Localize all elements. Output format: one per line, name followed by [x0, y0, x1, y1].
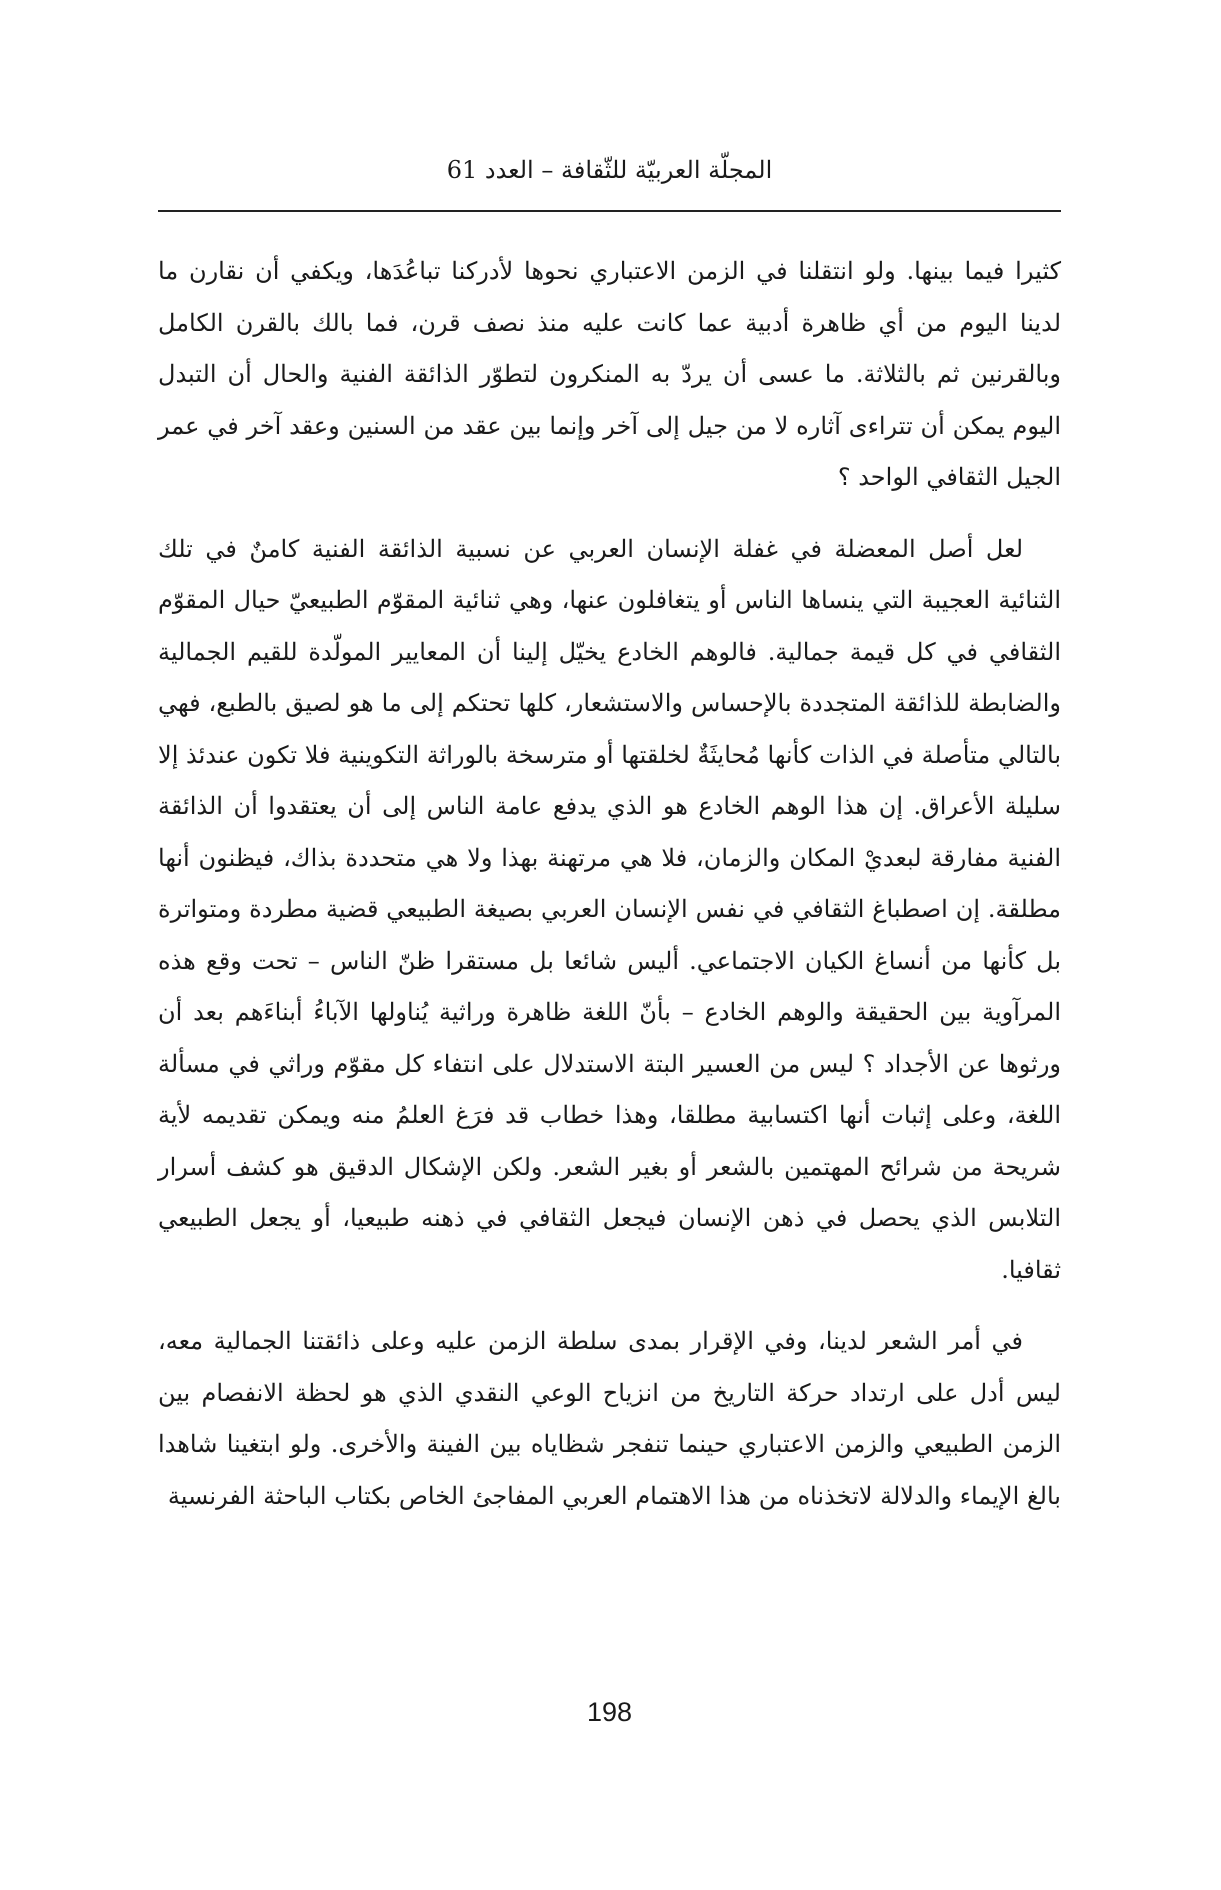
paragraph-1: كثيرا فيما بينها. ولو انتقلنا في الزمن الاعتباري نحوها لأدركنا تباعُدَها، ويكفي أن نقارن ما لدينا اليوم من أي ظاهرة أدبية عما كانت عليه منذ نصف قرن، فما بالك بالقرن الكامل وبالقرنين ثم بالثلاثة. ما عسى أن يردّ به المنكرون لتطوّر الذائقة الفنية والحال أن التبدل اليوم يمكن أن تتراءى آثاره لا من جيل إلى آخر وإنما بين عقد من السنين وعقد آخر في عمر الجيل الثقافي الواحد ؟: [158, 257, 1061, 491]
paragraph-2: لعل أصل المعضلة في غفلة الإنسان العربي عن نسبية الذائقة الفنية كامنٌ في تلك الثنائية العجيبة التي ينساها الناس أو يتغافلون عنها، وهي ثنائية المقوّم الطبيعيّ حيال المقوّم الثقافي في كل قيمة جمالية. فالوهم الخادع يخيّل إلينا أن المعايير المولّدة للقيم الجمالية والضابطة للذائقة المتجددة بالإحساس والاستشعار، كلها تحتكم إلى ما هو لصيق بالطبع، فهي بالتالي متأصلة في الذات كأنها مُحايثَةٌ لخلقتها أو مترسخة بالوراثة التكوينية فلا تكون عندئذ إلا سليلة الأعراق. إن هذا الوهم الخادع هو الذي يدفع عامة الناس إلى أن يعتقدوا أن الذائقة الفنية مفارقة لبعديْ المكان والزمان، فلا هي مرتهنة بهذا ولا هي متحددة بذاك، فيظنون أنها مطلقة. إن اصطباغ الثقافي في نفس الإنسان العربي بصيغة الطبيعي قضية مطردة ومتواترة بل كأنها من أنساغ الكيان الاجتماعي. أليس شائعا بل مستقرا ظنّ الناس – تحت وقع هذه المرآوية بين الحقيقة والوهم الخادع – بأنّ اللغة ظاهرة وراثية يُناولها الآباءُ أبناءَهم بعد أن ورثوها عن الأجداد ؟ ليس من العسير البتة الاستدلال على انتفاء كل مقوّم وراثي في مسألة اللغة، وعلى إثبات أنها اكتسابية مطلقا، وهذا خطاب قد فرَغ العلمُ منه ويمكن تقديمه لأية شريحة من شرائح المهتمين بالشعر أو بغير الشعر. ولكن الإشكال الدقيق هو كشف أسرار التلابس الذي يحصل في ذهن الإنسان فيجعل الثقافي في ذهنه طبيعيا، أو يجعل الطبيعي ثقافيا.: [158, 534, 1061, 1284]
header-divider: [158, 210, 1061, 212]
article-body: [158, 246, 1061, 1522]
paragraph-3: في أمر الشعر لدينا، وفي الإقرار بمدى سلطة الزمن عليه وعلى ذائقتنا الجمالية معه، ليس أدل على ارتداد حركة التاريخ من انزياح الوعي النقدي الذي هو لحظة الانفصام بين الزمن الطبيعي والزمن الاعتباري حينما تنفجر شظاياه بين الفينة والأخرى. ولو ابتغينا شاهدا بالغ الإيماء والدلالة لاتخذناه من هذا الاهتمام العربي المفاجئ الخاص بكتاب الباحثة الفرنسية: [158, 1327, 1061, 1510]
page-number: 198: [586, 1697, 633, 1727]
running-header: المجلّة العربيّة للثّقافة – العدد 61: [446, 156, 773, 184]
